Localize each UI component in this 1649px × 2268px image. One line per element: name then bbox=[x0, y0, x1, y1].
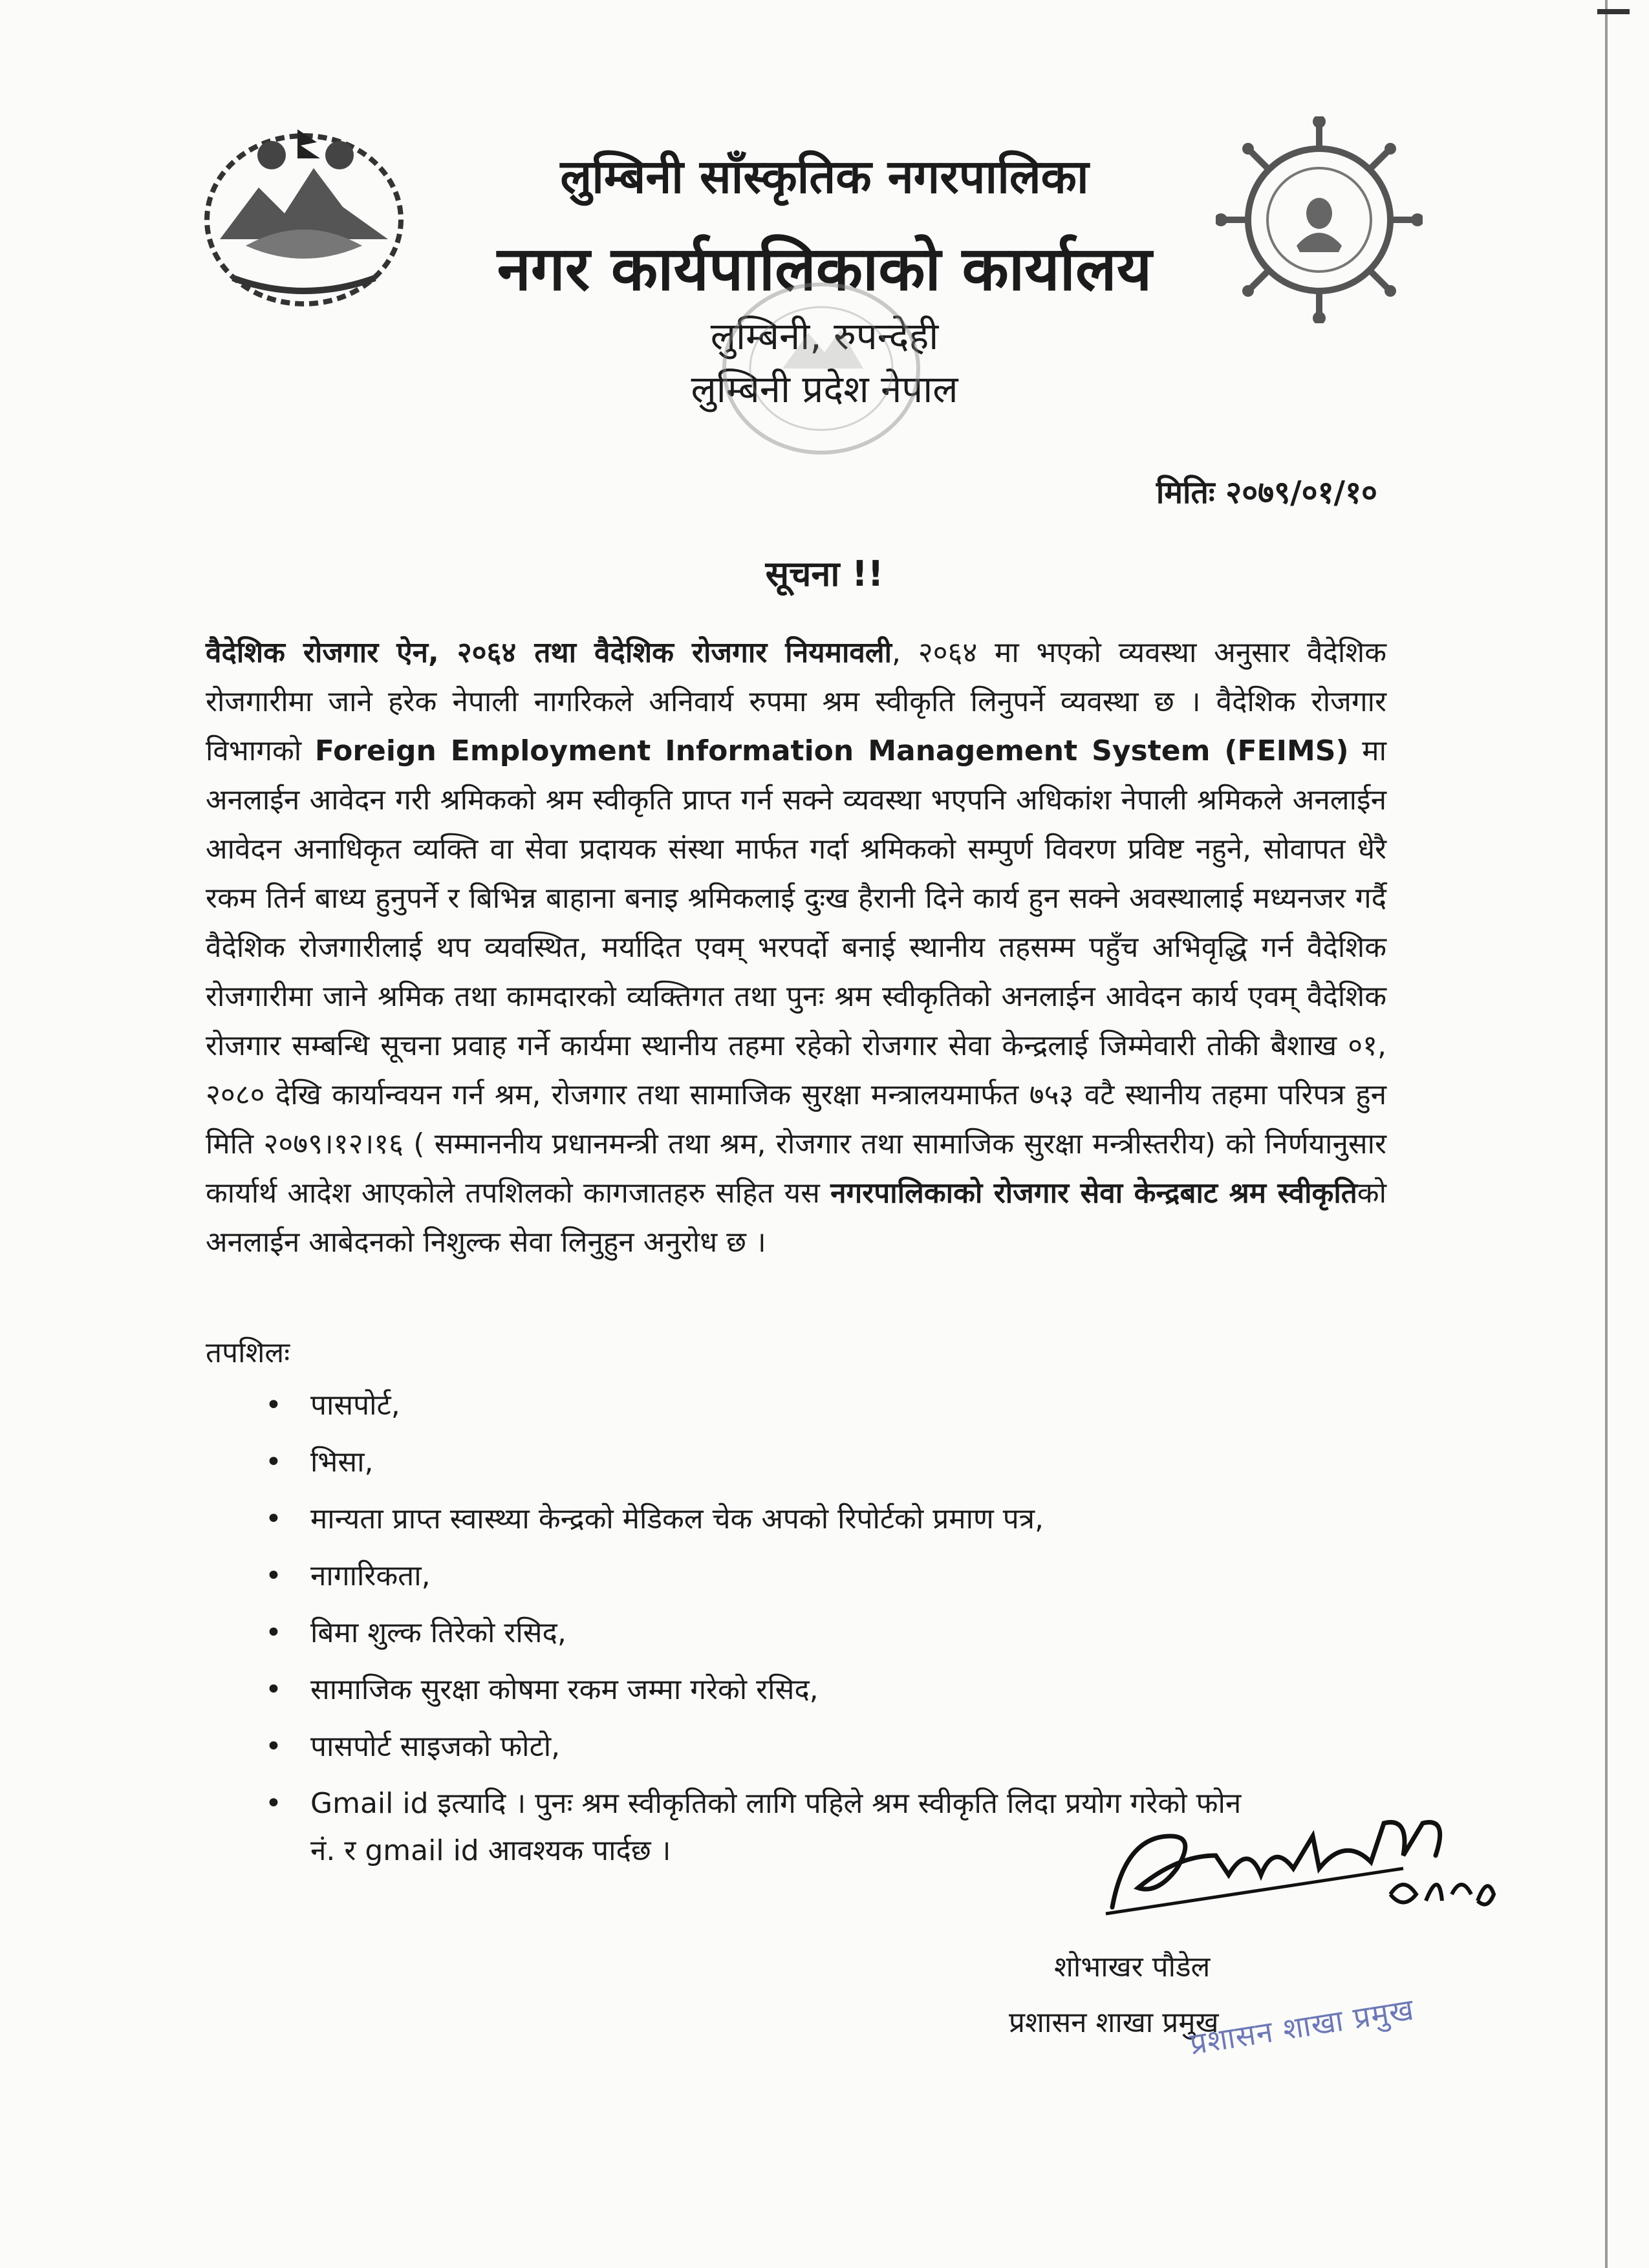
body-system-name: Foreign Employment Information Management System (FEIMS) bbox=[314, 734, 1349, 767]
bullet: • bbox=[265, 1446, 282, 1479]
municipality-name: लुम्बिनी साँस्कृतिक नगरपालिका bbox=[560, 149, 1089, 204]
document-item: पासपोर्ट, bbox=[310, 1389, 400, 1422]
handwritten-signature bbox=[1099, 1797, 1500, 1927]
bullet: • bbox=[265, 1503, 282, 1535]
list-item bbox=[265, 1377, 1403, 1434]
body-bold-act-name: वैदेशिक रोजगार ऐन, २०६४ तथा वैदेशिक रोजगार नियमावली bbox=[206, 636, 892, 669]
document-item: नागारिकता, bbox=[310, 1559, 431, 1592]
office-seal-stamp bbox=[711, 272, 931, 465]
list-item bbox=[265, 1662, 1403, 1718]
document-item-gmail-note: नं. र gmail id आवश्यक पार्दछ । bbox=[310, 1834, 671, 1867]
scan-edge-mark bbox=[1597, 9, 1630, 14]
document-item: बिमा शुल्क तिरेको रसिद, bbox=[310, 1616, 566, 1649]
document-item: सामाजिक सुरक्षा कोषमा रकम जम्मा गरेको रसिद, bbox=[310, 1673, 819, 1706]
document-item: भिसा, bbox=[310, 1446, 374, 1479]
bullet: • bbox=[265, 1730, 282, 1763]
document-item: मान्यता प्राप्त स्वास्थ्या केन्द्रको मेडिकल चेक अपको रिपोर्टको प्रमाण पत्र, bbox=[310, 1503, 1044, 1535]
address-line-1: लुम्बिनी, रुपन्देही bbox=[710, 314, 939, 358]
list-item bbox=[265, 1548, 1403, 1605]
body-text-2: मा अनलाईन आवेदन गरी श्रमिकको श्रम स्वीकृति प्राप्त गर्न सक्ने व्यवस्था भएपनि अधिकांश नेपाली श्रमिकले अनलाईन आवेदन अनाधिकृत व्यक्ति वा सेवा प्रदायक संस्था मार्फत गर्दा श्रमिकको सम्पुर्ण विवरण प्रविष्ट नहुने, सोवापत धेरै रकम तिर्न बाध्य हुनुपर्ने र बिभिन्न बाहाना बनाइ श्रमिकलाई दुःख हैरानी दिने कार्य हुन सक्ने अवस्थालाई मध्यनजर गर्दै वैदेशिक रोजगारीलाई थप व्यवस्थित, मर्यादित एवम् भरपर्दो बनाई स्थानीय तहसम्म पहुँच अभिवृद्धि गर्न वैदेशिक रोजगारीमा जाने श्रमिक तथा कामदारको व्यक्तिगत तथा पुनः श्रम स्वीकृतिको अनलाईन आवेदन कार्य एवम् वैदेशिक रोजगार सम्बन्धि सूचना प्रवाह गर्ने कार्यमा स्थानीय तहमा रहेको रोजगार सेवा केन्द्रलाई जिम्मेवारी तोकी बैशाख ०१, २०८० देखि कार्यान्वयन गर्न श्रम, रोजगार तथा सामाजिक सुरक्षा मन्त्रालयमार्फत ७५३ वटै स्थानीय तहमा परिपत्र हुन मिति २०७९।१२।१६ ( सम्माननीय प्रधानमन्त्री तथा श्रम, रोजगार तथा सामाजिक सुरक्षा मन्त्रीस्तरीय) को निर्णयानुसार कार्यार्थ आदेश आएकोले तपशिलको कागजातहरु सहित यस bbox=[206, 734, 1386, 1210]
office-name: नगर कार्यपालिकाको कार्यालय bbox=[497, 234, 1152, 305]
body-bold-office: नगरपालिकाको रोजगार सेवा केन्द्रबाट श्रम स्वीकृति bbox=[830, 1177, 1357, 1210]
list-item bbox=[265, 1718, 1403, 1775]
notice-body bbox=[206, 628, 1386, 1267]
signatory-designation: प्रशासन शाखा प्रमुख bbox=[1009, 2006, 1219, 2039]
notice-title: सूचना !! bbox=[765, 553, 884, 594]
bullet: • bbox=[265, 1616, 282, 1649]
bullet: • bbox=[265, 1559, 282, 1592]
document-list-label: तपशिलः bbox=[206, 1336, 290, 1369]
signatory-name: शोभाखर पौडेल bbox=[1054, 1951, 1211, 1984]
designation-stamp: प्रशासन शाखा प्रमुख bbox=[1187, 1991, 1417, 2062]
list-item bbox=[265, 1605, 1403, 1662]
address-line-2: लुम्बिनी प्रदेश नेपाल bbox=[691, 367, 958, 411]
list-item bbox=[265, 1491, 1403, 1548]
document-item-gmail: Gmail id इत्यादि । पुनः श्रम स्वीकृतिको लागि पहिले श्रम स्वीकृति लिदा प्रयोग गरेको फोन bbox=[310, 1787, 1242, 1820]
bullet: • bbox=[265, 1389, 282, 1422]
body-text-1: , २०६४ मा भएको व्यवस्था अनुसार वैदेशिक रोजगारीमा जाने हरेक नेपाली नागरिकले अनिवार्य रुपमा श्रम स्वीकृति लिनुपर्ने व्यवस्था छ । वैदेशिक रोजगार विभागको bbox=[206, 636, 1386, 767]
document-item: पासपोर्ट साइजको फोटो, bbox=[310, 1730, 561, 1763]
notice-date: मितिः २०७९/०१/१० bbox=[1156, 475, 1377, 511]
body-text-3: को अनलाईन आबेदनको निशुल्क सेवा लिनुहुन अनुरोध छ । bbox=[206, 1177, 1386, 1259]
bullet: • bbox=[265, 1787, 282, 1820]
list-item bbox=[265, 1434, 1403, 1491]
bullet: • bbox=[265, 1673, 282, 1706]
